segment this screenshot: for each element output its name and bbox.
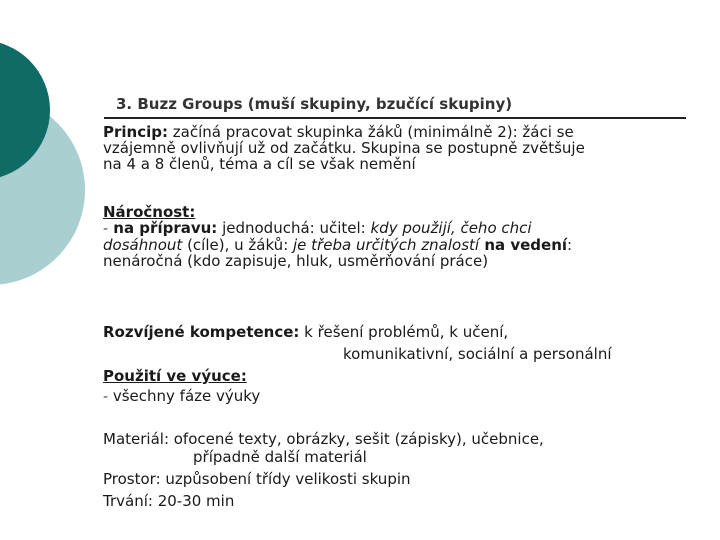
principle-block [103,124,585,172]
prep-text1: jednoduchá: učitel: [217,219,371,237]
prep-italic3: je třeba určitých znalostí [293,236,480,254]
principle-line3: na 4 a 8 členů, téma a cíl se však nemění [103,155,416,173]
prep-text2: (cíle), u žáků: [182,236,294,254]
difficulty-heading: Náročnost: [103,203,196,221]
resources-block [103,430,544,510]
competences-label: Rozvíjené kompetence: [103,323,300,341]
principle-line1: začíná pracovat skupinka žáků (minimálně 2): žáci se [167,123,574,141]
competences-line1: k řešení problémů, k učení, [299,323,509,341]
title-underline [104,117,686,119]
prep-italic2: dosáhnout [103,236,183,254]
difficulty-dash: - [103,221,109,237]
usage-heading: Použití ve výuce: [103,367,247,385]
space-line: Prostor: uzpůsobení třídy velikosti skupin [103,470,411,488]
difficulty-block [103,204,572,269]
decorative-circles [0,0,120,300]
slide-title: 3. Buzz Groups (muší skupiny, bzučící skupiny) [116,95,513,113]
usage-text: všechny fáze výuky [108,387,261,405]
principle-label: Princip: [103,123,168,141]
lead-text: : [567,236,573,254]
material-line2: případně další materiál [193,448,367,466]
prep-italic1: kdy použijí, čeho chci [370,219,532,237]
principle-line2: vzájemně ovlivňují už od začátku. Skupina se postupně zvětšuje [103,139,585,157]
competences-line2: komunikativní, sociální a personální [343,345,612,363]
usage-block [103,366,260,407]
duration-line: Trvání: 20-30 min [103,492,235,510]
difficulty-line3: nenáročná (kdo zapisuje, hluk, usměrňování práce) [103,252,489,270]
usage-dash: - [103,389,109,405]
material-line1: Materiál: ofocené texty, obrázky, sešit (zápisky), učebnice, [103,430,544,448]
competences-block [103,321,612,365]
lead-label: na vedení [479,236,568,254]
prep-label: na přípravu: [108,219,218,237]
